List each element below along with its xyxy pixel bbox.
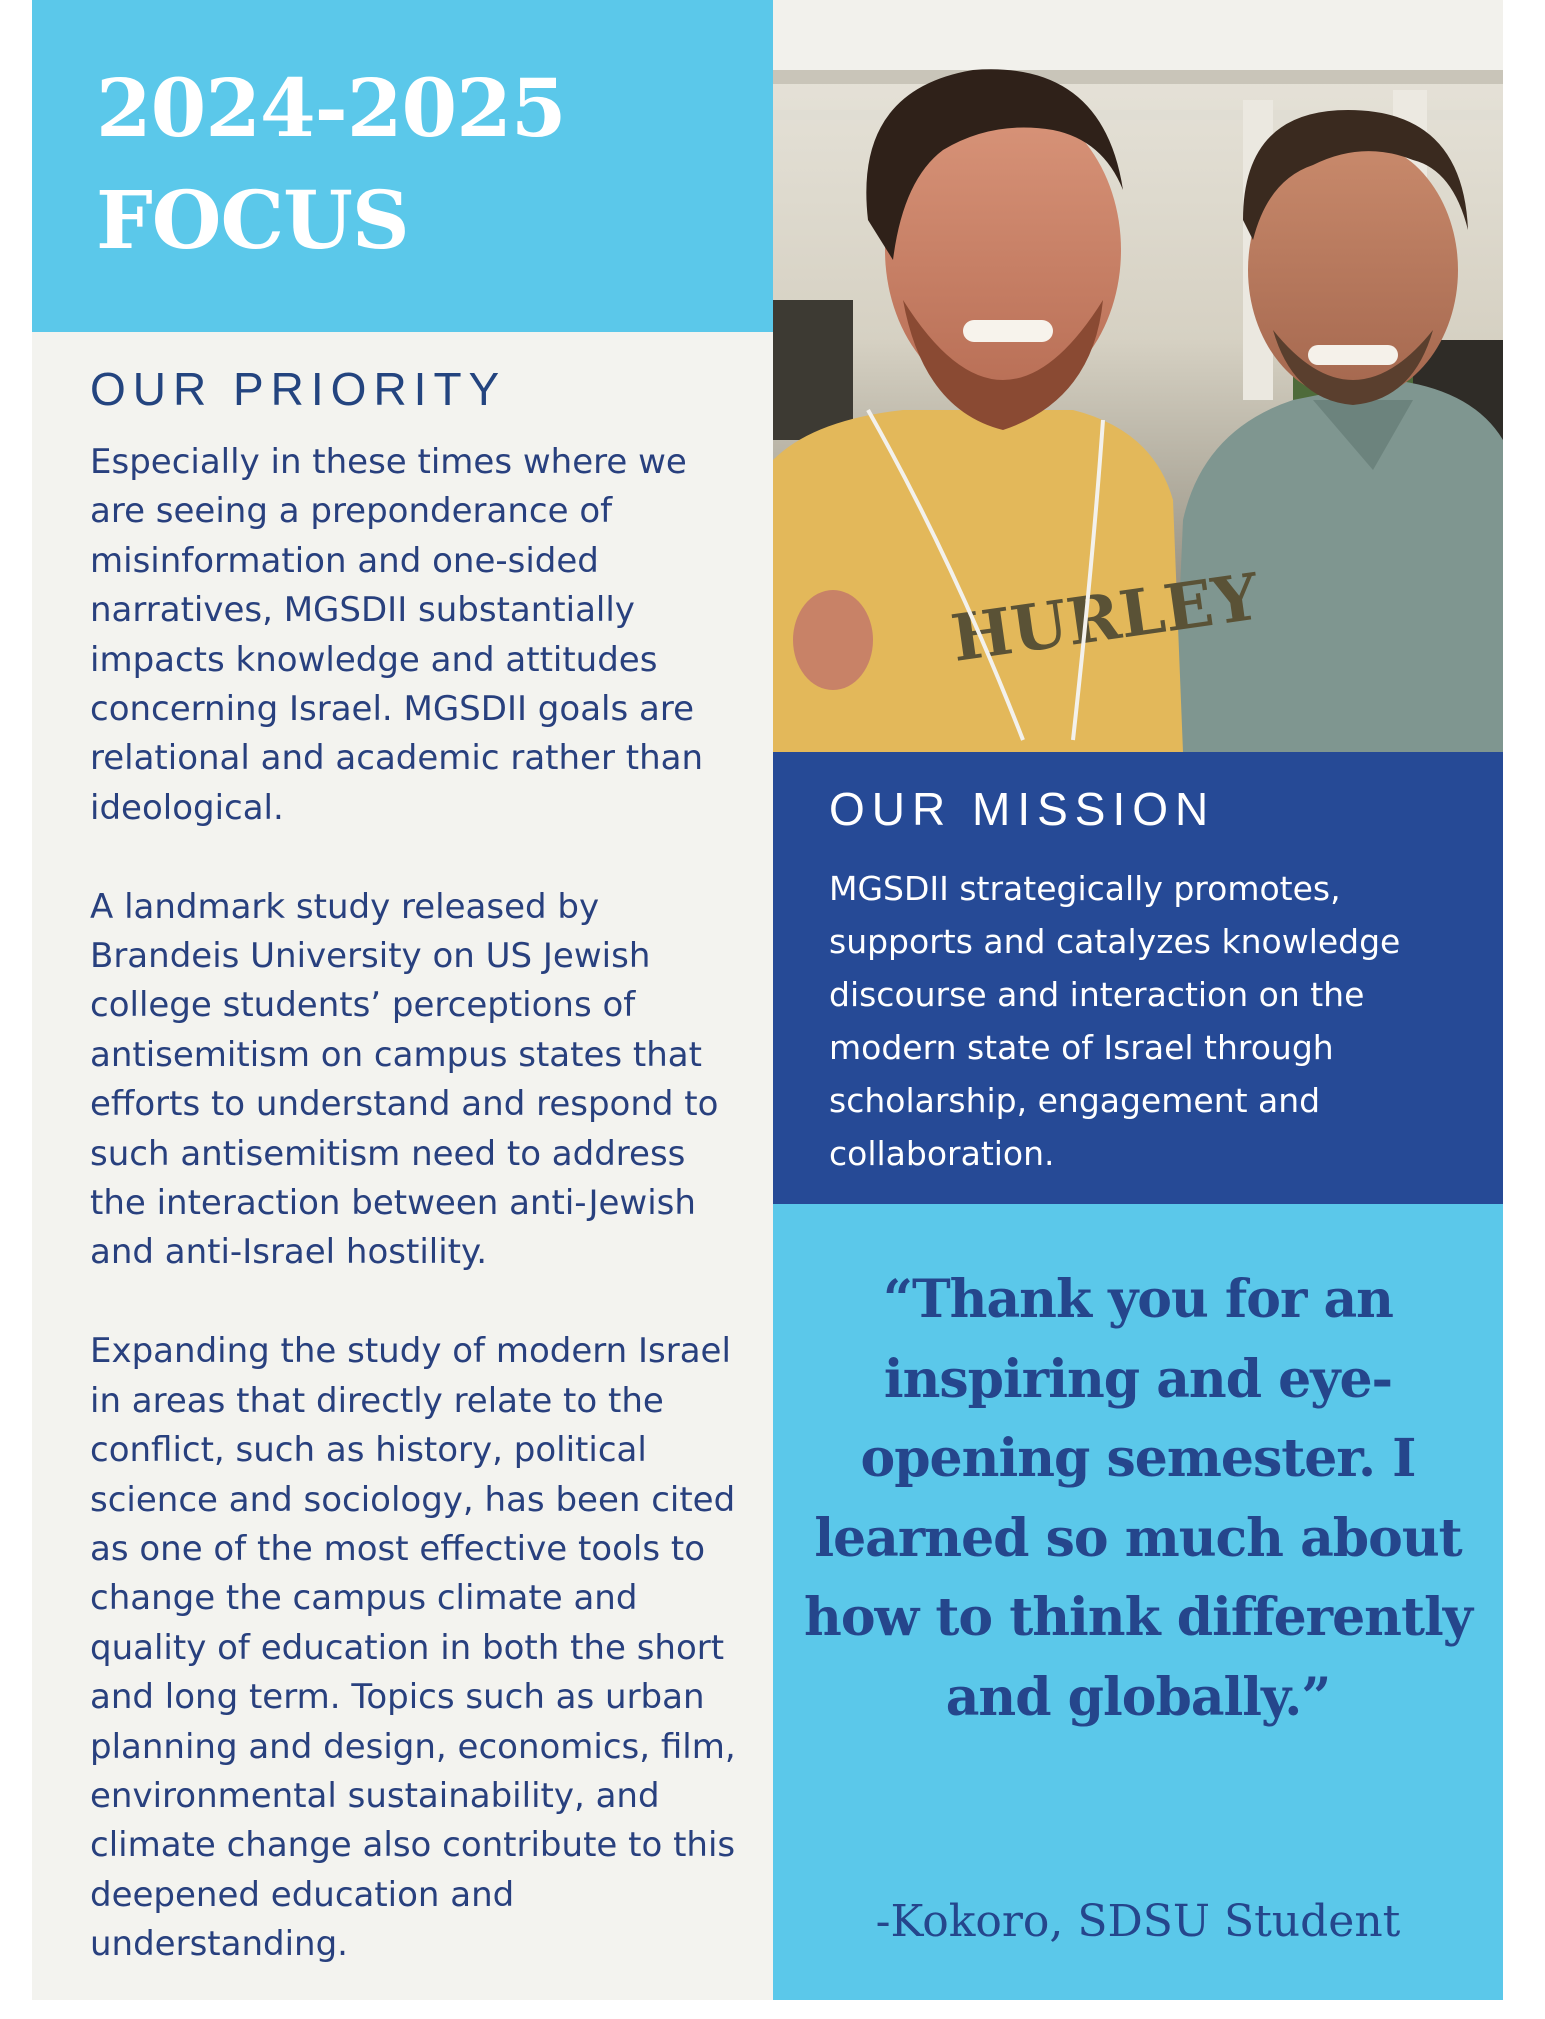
priority-body [90, 438, 750, 2019]
mission-body: MGSDII strategically promotes, supports and catalyzes knowledge discourse and interaction on the modern state of Israel through scholarship, engagement and collaboration. [829, 869, 1401, 1173]
testimonial-attribution: -Kokoro, SDSU Student [875, 1896, 1401, 1947]
priority-paragraph-1: Especially in these times where we are seeing a preponderance of misinformation and one-sided narratives, MGSDII substantially impacts knowledge and attitudes concerning Israel. MGSDII goals are relational and academic rather than ideological. [90, 442, 704, 828]
priority-section [32, 332, 773, 2000]
shirt-print: HURLEY [946, 559, 1264, 677]
mission-section [773, 752, 1503, 1204]
mission-heading: OUR MISSION [829, 783, 1216, 835]
priority-paragraph-3: Expanding the study of modern Israel in areas that directly relate to the conflict, such as history, political science and sociology, has been cited as one of the most effective tools to change the campus climate and quality of education in both the short and long term. Topics such as urban planning and design, economics, film, environmental sustainability, and climate change also contribute to this deepened education and understanding. [90, 1331, 736, 1965]
photo-illustration [773, 0, 1503, 752]
priority-paragraph-2: A landmark study released by Brandeis University on US Jewish college students’ perceptions of antisemitism on campus states that efforts to understand and respond to such antisemitism need to address the interaction between anti-Jewish and anti-Israel hostility. [90, 886, 719, 1273]
students-photo [773, 0, 1503, 752]
title-banner [32, 0, 773, 332]
testimonial-quote: “Thank you for an inspiring and eye-opening semester. I learned so much about how to think differently and globally.” [804, 1269, 1472, 1728]
priority-heading: OUR PRIORITY [90, 363, 507, 415]
testimonial-section [773, 1204, 1503, 2000]
page-title: 2024-2025 FOCUS [96, 61, 566, 267]
